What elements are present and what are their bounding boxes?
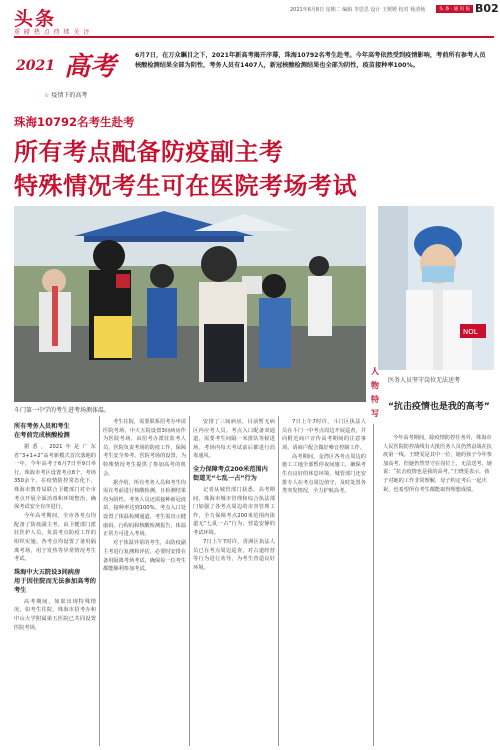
- subhead: 用于因住院而无法参加高考的考生: [14, 577, 96, 594]
- article-column-4: [282, 418, 366, 496]
- subhead: 街道无“七乱一占”行为: [193, 474, 257, 482]
- column-divider: [278, 416, 279, 746]
- kicker: 珠海10792名考生赴考: [14, 115, 135, 129]
- logo-subtitle-text: 疫情下的高考: [51, 92, 88, 99]
- profile-title: “抗击疫情也是我的高考”: [388, 402, 490, 412]
- section-name: 头条: [14, 8, 57, 30]
- column-divider: [189, 416, 190, 746]
- article-column-1: [14, 418, 96, 633]
- subhead: 珠海中大五院设3间病房: [14, 568, 81, 576]
- article-paragraph: 考生住院，需要联系招考办申请医院考场。中大五院设置3间病房作为医院考场，由招考办派驻监考人员，医院负责考场的防疫工作，保障考生安全参考。医院考场的设置，为特殊情况考生提供了参加高考的机会。: [103, 419, 187, 477]
- subhead: 在考前完成核酸检测: [14, 432, 70, 439]
- article-paragraph: 高考期间，金湾区各考点周边的施工工地全部暂停夜间施工，确保考生有良好的休息环境。城管部门还安排专人在考点周边值守，及时处置各类突发情况，全力护航高考。: [282, 453, 366, 495]
- section-slogan: 重 磅 热 点 持 续 关 注: [14, 29, 91, 36]
- logo-subtitle: [44, 90, 87, 99]
- main-photo: [14, 206, 366, 402]
- column-divider: [373, 424, 374, 746]
- article-paragraph: 今年高考期间，全市各考点均配备了防疫副主考，由卫健部门派驻医护人员，负责考点防疫工作的组织实施。各考点均设置了备用隔离考场，用于发热等异常情况考生考试。: [14, 513, 96, 563]
- headline-line-2: 特殊情况考生可在医院考场考试: [14, 171, 357, 200]
- article-paragraph: 据介绍，所有考务人员和考生均需在考前进行核酸检测，且检测结果均为阴性。考务人员还需接种新冠疫苗，接种率达到100%。考点入口处设置了体温检测通道，考生需出示健康码、行程码和核酸检测报告，体温正常方可进入考场。: [103, 479, 187, 538]
- photo-caption: 斗门第一中学的考生进考场测体温。: [14, 407, 111, 414]
- page-number: B02: [475, 2, 499, 15]
- side-photo-caption: 医务人员坚守岗位无法送考: [388, 377, 461, 384]
- gaokao-logo: [14, 46, 129, 104]
- page-header: [0, 0, 500, 38]
- side-photo-illustration: [378, 206, 494, 370]
- article-column-3: [193, 418, 275, 573]
- subhead: 所有考务人员和考生: [14, 423, 70, 430]
- logo-year: 2021: [16, 58, 55, 74]
- article-paragraph: 7日上午7时许，斗门区执法人员在斗门一中考点周边开展巡查，并向附近商户宣传高考期间的注意事项，请商户配合做好噪音控制工作。: [282, 419, 366, 451]
- article-paragraph: 对于体温异常的考生，由防疫副主考进行复测和评估，必要时安排在备用隔离考场考试，确保每一位考生都能顺利参加考试。: [103, 540, 187, 573]
- column-divider: [99, 416, 100, 746]
- lead-paragraph: 6月7日，在万众瞩目之下，2021年新高考揭开序幕，珠海10792名考生赴考。今年高考依然受到疫情影响，考前所有参考人员核酸检测结果全部为阴性，考务人员有1407人，新冠核酸检测结果也全部为阴性，疫苗接种率100%。: [135, 52, 486, 69]
- logo-mark: 高考: [64, 52, 117, 82]
- headline-line-1: 所有考点配备防疫副主考: [14, 137, 284, 166]
- article-paragraph: 据悉，2021年是广东省“3+1+2”高考新模式首次落地的一年，今年高考于6月7日至9日举行。珠海市考区设置考点8个，考场350余个。在疫情防控常态化下，珠海市教育局联合卫健部门对全市考点开展全面消毒和环境整治，确保考试安全有序进行。: [14, 444, 96, 511]
- main-photo-illustration: [14, 206, 366, 402]
- svg-text:NOL: NOL: [463, 328, 478, 336]
- profile-body: 今年高考期间，除疫情防控任务外，珠海市人民医院防控战线有大批医务人员仍然奋战在抗疫第一线。王晓雯是其中一位，她的孩子今年参加高考，但她仍然坚守在岗位上，无法送考。她说：“抗击疫情也是我的高考。”王晓雯表示，孩子对她的工作非常理解，母子约定考后一起庆祝，也希望所有考生都能取得理想成绩。: [383, 435, 492, 493]
- article-paragraph: 安排了三间病房，目前暂无病区内应考人员。考点入口配备双通道，需要考生间隔一米排队等候进场。考场内每天考试前后都进行消毒通风。: [193, 419, 275, 460]
- subhead: 全力保障考点200米范围内: [193, 465, 268, 473]
- article-paragraph: 7日上午7时许，香洲区执法人员已在考点周边巡查，对占道经营等行为进行劝导，为考生营造良好环境。: [193, 539, 275, 571]
- star-icon: ☆: [44, 92, 50, 99]
- date-line: 2021年6月8日 星期二 编辑 李思思 设计 王媛媛 校对 杨清杨: [290, 7, 426, 13]
- article-paragraph: 高考期间，如果出现特殊情况，如考生住院，珠海市招考办和中山大学附属第五医院已共同设置医院考场。: [14, 598, 96, 631]
- article-column-2: [103, 418, 186, 574]
- editor-badge: 头 条 · 通 讯 报: [436, 5, 473, 13]
- header-rule: [14, 36, 494, 38]
- article-paragraph: 记者从城管部门获悉，高考期间，珠海市城市管理和综合执法部门加强了各考点周边的市容管理工作，全力保障考点200米范围内街道无“七乱一占”行为，营造安静的考试环境。: [193, 486, 275, 536]
- profile-label: 人物特写: [371, 367, 379, 418]
- side-photo: [378, 206, 494, 370]
